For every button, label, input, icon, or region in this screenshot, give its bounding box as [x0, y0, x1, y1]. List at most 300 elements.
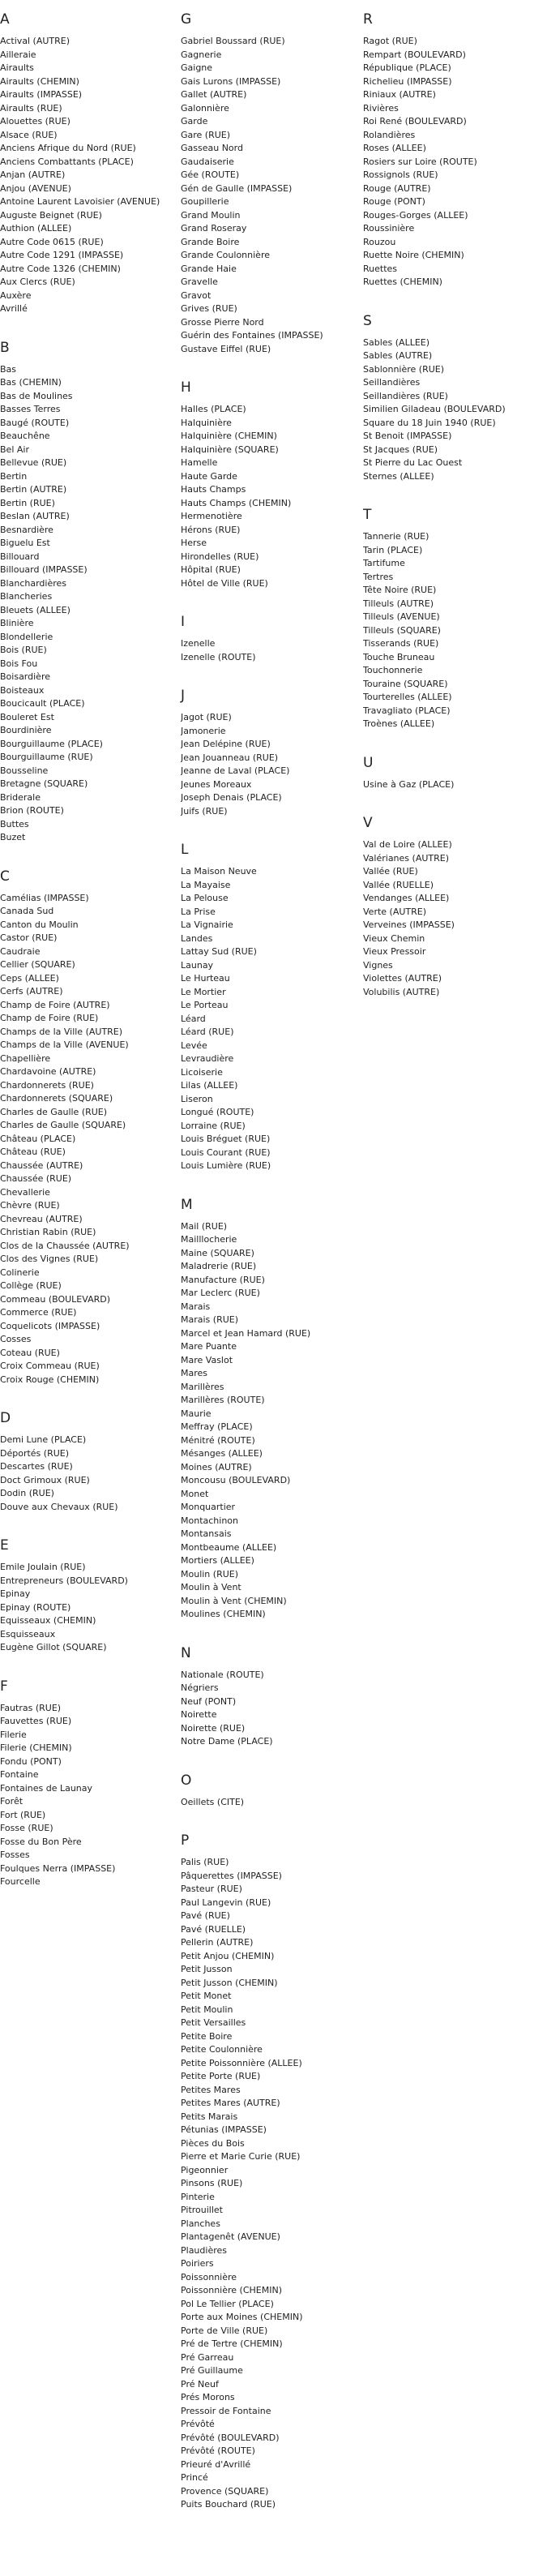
- street-name: Roussinière: [363, 223, 415, 234]
- street-name: Nationale (ROUTE): [181, 1669, 264, 1680]
- street-name: Poiriers: [181, 2258, 214, 2269]
- street-name: Fosse (RUE): [0, 1823, 53, 1833]
- street-name: Verte (AUTRE): [363, 906, 427, 917]
- street-name: Vieux Chemin: [363, 932, 425, 944]
- street-name: Château (PLACE): [0, 1133, 76, 1144]
- section-letter-heading: F: [0, 1678, 8, 1695]
- street-name: Fort (RUE): [0, 1809, 46, 1820]
- section-letter-heading: S: [363, 312, 372, 329]
- street-name: Pasteur (RUE): [181, 1884, 242, 1894]
- street-name: Mésanges (ALLEE): [181, 1448, 263, 1459]
- street-name: Moulin à Vent (CHEMIN): [181, 1595, 287, 1606]
- section-letter-heading: U: [363, 754, 374, 771]
- street-name: Prévôté: [181, 2419, 215, 2429]
- street-name: Rouges-Gorges (ALLEE): [363, 209, 468, 221]
- street-name: Commerce (RUE): [0, 1307, 77, 1318]
- street-name: Pinterie: [181, 2191, 215, 2202]
- letter-section: [181, 1196, 359, 1622]
- street-name: Anjou (AVENUE): [0, 182, 71, 194]
- street-name: Rempart (BOULEVARD): [363, 49, 466, 60]
- street-name: Clos de la Chaussée (AUTRE): [0, 1240, 130, 1251]
- street-name: Planches: [181, 2218, 220, 2229]
- street-name: Louis Bréguet (RUE): [181, 1134, 271, 1144]
- section-letter-heading: G: [181, 11, 192, 28]
- street-name: Gasseau Nord: [181, 143, 243, 153]
- letter-section: [0, 1409, 178, 1514]
- street-name: Rossignols (RUE): [363, 169, 438, 180]
- street-name: Pitrouillet: [181, 2205, 223, 2215]
- street-name: Levée: [181, 1039, 207, 1051]
- street-name: Roi René (BOULEVARD): [363, 116, 467, 126]
- street-name: Caudraie: [0, 945, 41, 957]
- street-name: Marillères (ROUTE): [181, 1395, 265, 1405]
- street-name: Palis (RUE): [181, 1857, 229, 1867]
- street-name: Blancheries: [0, 591, 53, 602]
- street-name: Descartes (RUE): [0, 1461, 73, 1472]
- street-name: Tête Noire (RUE): [363, 585, 437, 595]
- street-name: Maine (SQUARE): [181, 1247, 254, 1258]
- street-name: Alsace (RUE): [0, 129, 58, 140]
- street-name: Notre Dame (PLACE): [181, 1736, 273, 1747]
- section-letter-heading: L: [181, 842, 189, 858]
- street-name: Autre Code 1291 (IMPASSE): [0, 250, 124, 260]
- section-letter-heading: A: [0, 11, 10, 28]
- letter-section: [181, 379, 359, 590]
- street-name: Moulines (CHEMIN): [181, 1609, 266, 1619]
- street-name: Bas de Moulines: [0, 390, 73, 401]
- street-name: Vendanges (ALLEE): [363, 893, 450, 903]
- street-name: Biguelu Est: [0, 538, 50, 548]
- street-name: Rolandières: [363, 129, 416, 140]
- street-name: Boisteaux: [0, 684, 45, 696]
- street-name: Brion (ROUTE): [0, 805, 64, 816]
- street-name: Billouard: [0, 551, 40, 562]
- street-name: Mares: [181, 1368, 208, 1378]
- street-name: Pré Neuf: [181, 2378, 219, 2390]
- street-name: Gaudaiserie: [181, 156, 234, 167]
- street-name: Pavé (RUE): [181, 1910, 230, 1921]
- street-name: Petite Coulonnière: [181, 2044, 263, 2055]
- street-name: La Prise: [181, 906, 216, 917]
- street-name: Petit Versailles: [181, 2017, 246, 2028]
- street-name: Gravot: [181, 289, 212, 301]
- street-name: Airaults (CHEMIN): [0, 75, 79, 87]
- street-name: Seillandières: [363, 377, 421, 388]
- street-name: Douve aux Chevaux (RUE): [0, 1501, 118, 1512]
- street-name: Petites Mares: [181, 2084, 241, 2095]
- street-name: Petite Porte (RUE): [181, 2071, 261, 2081]
- street-name: Mare Vaslot: [181, 1354, 233, 1365]
- street-name: Sables (ALLEE): [363, 336, 430, 348]
- section-letter-heading: T: [363, 507, 372, 523]
- street-name: Hérons (RUE): [181, 524, 241, 535]
- street-name: Oeillets (CITE): [181, 1796, 245, 1807]
- street-name: Rivières: [363, 102, 399, 114]
- section-letter-heading: C: [0, 868, 10, 885]
- street-name: Chardonnerets (RUE): [0, 1079, 94, 1091]
- street-name: Gare (RUE): [181, 129, 231, 140]
- street-name: Roses (ALLEE): [363, 143, 426, 153]
- street-name: Jean Jouanneau (RUE): [181, 752, 279, 763]
- letter-section: [0, 868, 178, 1387]
- street-name: Joseph Denais (PLACE): [181, 792, 282, 803]
- street-name: Lorraine (RUE): [181, 1120, 246, 1131]
- street-name: Liseron: [181, 1093, 213, 1104]
- street-name: Briderale: [0, 791, 41, 803]
- street-name: Val de Loire (ALLEE): [363, 839, 452, 850]
- street-name: Chapellière: [0, 1052, 51, 1064]
- street-name: Baugé (ROUTE): [0, 417, 70, 428]
- street-name: Jagot (RUE): [181, 712, 232, 722]
- street-name: Airaults (IMPASSE): [0, 89, 83, 100]
- street-name: Pressoir de Fontaine: [181, 2405, 271, 2416]
- street-name: Grande Haie: [181, 263, 237, 274]
- letter-section: [181, 1772, 359, 1810]
- street-name: Manufacture (RUE): [181, 1274, 265, 1285]
- street-name: Ruette Noire (CHEMIN): [363, 250, 464, 260]
- street-name: Levraudière: [181, 1053, 234, 1064]
- street-name: Troènes (ALLEE): [363, 718, 435, 729]
- street-name: Tilleuls (AUTRE): [363, 598, 434, 609]
- street-name: Louis Courant (RUE): [181, 1147, 271, 1158]
- street-name: Buttes: [0, 818, 29, 829]
- street-name: Travagliato (PLACE): [363, 705, 451, 716]
- street-name: Hermenotière: [181, 511, 242, 521]
- street-name: Maurie: [181, 1408, 212, 1419]
- street-name: Champ de Foire (RUE): [0, 1013, 99, 1023]
- street-name: République (PLACE): [363, 62, 451, 73]
- section-letter-heading: E: [0, 1537, 9, 1554]
- street-name: Bel Air: [0, 444, 29, 455]
- street-name: Besnardière: [0, 524, 53, 535]
- street-name: Tourterelles (ALLEE): [363, 692, 452, 702]
- letter-section: [181, 1644, 359, 1749]
- street-name: Pâquerettes (IMPASSE): [181, 1870, 282, 1881]
- street-name: Bertin: [0, 470, 28, 482]
- street-name: Ruettes (CHEMIN): [363, 276, 442, 287]
- street-name: Tisserands (RUE): [363, 638, 439, 649]
- street-name: Touchonnerie: [363, 665, 423, 675]
- street-name: Gén de Gaulle (IMPASSE): [181, 182, 293, 194]
- street-name: Gallet (AUTRE): [181, 89, 247, 100]
- street-name: Pigeonnier: [181, 2164, 229, 2175]
- street-name: Pré de Tertre (CHEMIN): [181, 2338, 283, 2349]
- street-name: Auxère: [0, 289, 32, 301]
- letter-section: [0, 1678, 178, 1889]
- street-name: Bourguillaume (RUE): [0, 752, 93, 762]
- street-name: Tertres: [363, 571, 394, 582]
- street-name: Halquinière (SQUARE): [181, 444, 279, 455]
- section-letter-heading: M: [181, 1196, 193, 1213]
- street-name: Montachinon: [181, 1515, 238, 1526]
- street-name: Christian Rabin (RUE): [0, 1227, 96, 1237]
- street-name: Filerie (CHEMIN): [0, 1742, 72, 1753]
- street-name: Vallée (RUE): [363, 866, 418, 877]
- street-name: Marillères: [181, 1381, 224, 1392]
- street-name: Demi Lune (PLACE): [0, 1434, 87, 1445]
- street-name: Petites Mares (AUTRE): [181, 2098, 280, 2108]
- street-name: Grand Roseray: [181, 223, 247, 234]
- street-name: Gagnerie: [181, 49, 222, 60]
- street-name: La Mayaise: [181, 879, 231, 890]
- street-name: Meffray (PLACE): [181, 1421, 253, 1432]
- street-name: Bois (RUE): [0, 645, 47, 655]
- street-name: Pétunias (IMPASSE): [181, 2124, 267, 2135]
- street-name: Ménitré (ROUTE): [181, 1434, 255, 1446]
- street-name: Fauvettes (RUE): [0, 1716, 72, 1726]
- street-name: Blinière: [0, 618, 34, 628]
- street-name: Basses Terres: [0, 404, 61, 414]
- street-name: Richelieu (IMPASSE): [363, 75, 452, 87]
- street-name: La Vignairie: [181, 919, 233, 930]
- street-name: Monet: [181, 1488, 209, 1499]
- street-name: Chevallerie: [0, 1186, 50, 1198]
- street-name: Esquisseaux: [0, 1628, 56, 1639]
- street-name: Léard: [181, 1013, 206, 1024]
- section-letter-heading: P: [181, 1832, 190, 1849]
- street-name: Vignes: [363, 959, 393, 971]
- street-name: Grande Boire: [181, 236, 240, 247]
- street-name: Chevreau (AUTRE): [0, 1213, 83, 1224]
- street-name: Bourguillaume (PLACE): [0, 738, 103, 749]
- street-name: Cellier (SQUARE): [0, 959, 75, 970]
- street-name: Tilleuls (SQUARE): [363, 624, 441, 636]
- street-name: Coteau (RUE): [0, 1347, 60, 1358]
- street-name: Cosses: [0, 1334, 32, 1344]
- street-name: Léard (RUE): [181, 1027, 234, 1037]
- street-name: Pavé (RUELLE): [181, 1923, 246, 1935]
- street-name: Gabriel Boussard (RUE): [181, 36, 285, 46]
- street-name: Collège (RUE): [0, 1280, 62, 1291]
- street-name: Champs de la Ville (AVENUE): [0, 1039, 129, 1050]
- street-name: Pol Le Tellier (PLACE): [181, 2298, 274, 2309]
- street-name: Marcel et Jean Hamard (RUE): [181, 1327, 311, 1339]
- street-name: Jeunes Moreaux: [181, 778, 252, 790]
- street-name: Chaussée (RUE): [0, 1173, 72, 1184]
- street-name: Gée (ROUTE): [181, 169, 240, 180]
- street-name: Seillandières (RUE): [363, 390, 448, 401]
- street-name: Volubilis (AUTRE): [363, 986, 440, 997]
- street-name: Bouleret Est: [0, 711, 54, 722]
- street-name: Puits Bouchard (RUE): [181, 2499, 276, 2510]
- street-name: Champs de la Ville (AUTRE): [0, 1026, 123, 1037]
- letter-section: [181, 687, 359, 818]
- letter-section: [181, 1832, 359, 2512]
- street-name: Maladrerie (RUE): [181, 1261, 257, 1271]
- street-name: Tarin (PLACE): [363, 544, 423, 555]
- street-name: Bleuets (ALLEE): [0, 604, 71, 615]
- street-name: Galonnière: [181, 102, 229, 114]
- street-name: Chèvre (RUE): [0, 1200, 60, 1211]
- street-name: Mortiers (ALLEE): [181, 1555, 254, 1566]
- street-name: Launay: [181, 959, 214, 971]
- street-name: Pièces du Bois: [181, 2137, 245, 2149]
- street-name: Hauts Champs (CHEMIN): [181, 497, 292, 508]
- letter-section: [363, 814, 545, 999]
- street-name: Ruettes: [363, 263, 398, 274]
- street-name: Gustave Eiffel (RUE): [181, 343, 271, 354]
- street-name: Beauchêne: [0, 431, 50, 441]
- street-name: Bertin (AUTRE): [0, 484, 67, 495]
- street-name: Petit Anjou (CHEMIN): [181, 1950, 275, 1961]
- street-name: Croix Rouge (CHEMIN): [0, 1374, 100, 1385]
- street-name: Sables (AUTRE): [363, 350, 433, 361]
- street-name: Prévôté (BOULEVARD): [181, 2432, 280, 2443]
- street-name: Tannerie (RUE): [363, 531, 429, 542]
- street-name: Petit Monet: [181, 1991, 232, 2001]
- street-name: Bas (CHEMIN): [0, 377, 62, 388]
- street-name: Verveines (IMPASSE): [363, 919, 455, 930]
- street-name: Plaudières: [181, 2244, 227, 2256]
- street-name: Juifs (RUE): [181, 805, 228, 817]
- street-name: Blondellerie: [0, 631, 53, 642]
- street-name: Petite Boire: [181, 2030, 233, 2042]
- street-name: Aux Clercs (RUE): [0, 276, 75, 287]
- street-name: Hamelle: [181, 457, 218, 468]
- street-name: Moines (AUTRE): [181, 1461, 252, 1472]
- street-name: Valérianes (AUTRE): [363, 852, 449, 864]
- street-name: Bas: [0, 363, 17, 375]
- street-name: Ragot (RUE): [363, 36, 417, 46]
- street-name: Bousseline: [0, 765, 49, 776]
- street-name: Gravelle: [181, 276, 218, 287]
- street-name: Poissonnière (CHEMIN): [181, 2285, 282, 2295]
- street-name: Montansais: [181, 1528, 232, 1539]
- letter-section: [363, 11, 545, 289]
- street-name: Vieux Pressoir: [363, 946, 426, 957]
- street-name: Bois Fou: [0, 658, 38, 669]
- street-name: Porte aux Moines (CHEMIN): [181, 2312, 303, 2322]
- street-name: Anciens Combattants (PLACE): [0, 156, 134, 167]
- street-name: Longué (ROUTE): [181, 1107, 254, 1117]
- street-name: Mar Leclerc (RUE): [181, 1288, 260, 1298]
- street-name: Chardonnerets (SQUARE): [0, 1093, 113, 1104]
- street-name: Le Porteau: [181, 1000, 229, 1010]
- street-name: Pré Guillaume: [181, 2365, 243, 2376]
- street-name: Anjan (AUTRE): [0, 169, 66, 180]
- street-name: Charles de Gaulle (SQUARE): [0, 1120, 126, 1130]
- street-name: Petite Poissonnière (ALLEE): [181, 2057, 302, 2068]
- street-name: Fourcelle: [0, 1876, 41, 1887]
- street-name: Provence (SQUARE): [181, 2485, 269, 2497]
- street-name: Jamonerie: [181, 725, 226, 736]
- street-name: Beslan (AUTRE): [0, 511, 70, 521]
- letter-section: [363, 754, 545, 792]
- street-name: Chaussée (AUTRE): [0, 1159, 83, 1171]
- street-name: Fosses: [0, 1849, 30, 1860]
- street-name: La Maison Neuve: [181, 866, 257, 877]
- street-name: Authion (ALLEE): [0, 223, 72, 234]
- letter-section: [0, 339, 178, 845]
- street-name: Prieuré d'Avrillé: [181, 2458, 251, 2470]
- section-letter-heading: D: [0, 1410, 11, 1426]
- street-name: Buzet: [0, 832, 26, 842]
- street-name: Poissonnière: [181, 2271, 237, 2282]
- street-name: Le Mortier: [181, 986, 226, 997]
- street-name: Gais Lurons (IMPASSE): [181, 75, 281, 87]
- street-name: Similien Giladeau (BOULEVARD): [363, 404, 506, 414]
- street-name: Gaigne: [181, 62, 213, 73]
- street-name: Porte de Ville (RUE): [181, 2325, 268, 2336]
- street-name: Coquelicots (IMPASSE): [0, 1320, 100, 1331]
- street-name: Neuf (PONT): [181, 1695, 237, 1707]
- street-name: Vallée (RUELLE): [363, 879, 434, 890]
- street-name: Mailllocherie: [181, 1234, 237, 1245]
- street-name: Dodin (RUE): [0, 1488, 54, 1498]
- street-name: Entrepreneurs (BOULEVARD): [0, 1575, 128, 1586]
- street-name: Croix Commeau (RUE): [0, 1361, 100, 1371]
- section-letter-heading: V: [363, 815, 373, 831]
- street-name: Grand Moulin: [181, 209, 241, 221]
- street-name: Bertin (RUE): [0, 497, 55, 508]
- street-name: St Jacques (RUE): [363, 444, 438, 455]
- street-name: Rosiers sur Loire (ROUTE): [363, 156, 477, 167]
- section-letter-heading: N: [181, 1644, 191, 1661]
- street-name: Champ de Foire (AUTRE): [0, 999, 110, 1010]
- section-letter-heading: O: [181, 1772, 192, 1789]
- street-name: Halquinière: [181, 417, 232, 428]
- street-name: Le Hurteau: [181, 973, 230, 984]
- street-name: Mare Puante: [181, 1341, 237, 1352]
- street-name: Izenelle (ROUTE): [181, 651, 256, 662]
- street-name: Louis Lumière (RUE): [181, 1160, 271, 1171]
- street-name: Marais: [181, 1301, 211, 1312]
- street-name: Noirette: [181, 1709, 217, 1720]
- street-name: Alouettes (RUE): [0, 116, 71, 126]
- street-name: Camélias (IMPASSE): [0, 892, 89, 903]
- street-name: Licoiserie: [181, 1066, 223, 1078]
- street-name: Grande Coulonnière: [181, 250, 270, 260]
- street-name: Princé: [181, 2472, 208, 2483]
- street-name: Foulques Nerra (IMPASSE): [0, 1862, 116, 1874]
- street-name: Jean Delépine (RUE): [181, 739, 271, 749]
- street-name: Grosse Pierre Nord: [181, 316, 264, 328]
- street-name: Anciens Afrique du Nord (RUE): [0, 143, 136, 153]
- street-name: Herse: [181, 538, 207, 548]
- street-name: Ceps (ALLEE): [0, 972, 59, 984]
- street-name: Rouge (PONT): [363, 196, 425, 207]
- index-column-2: [181, 11, 359, 2535]
- letter-section: [363, 506, 545, 731]
- street-name: Fondu (PONT): [0, 1755, 62, 1767]
- street-name: Charles de Gaulle (RUE): [0, 1106, 108, 1117]
- street-name: Bourdinière: [0, 725, 52, 735]
- street-name: Moulin (RUE): [181, 1568, 239, 1579]
- street-name: La Pelouse: [181, 893, 229, 903]
- letter-section: [181, 11, 359, 356]
- street-name: Tilleuls (AVENUE): [363, 611, 440, 622]
- street-name: Prés Morons: [181, 2392, 235, 2402]
- street-name: Lattay Sud (RUE): [181, 946, 257, 957]
- street-name: Pellerin (AUTRE): [181, 1937, 254, 1948]
- street-name: Halles (PLACE): [181, 404, 246, 414]
- street-name: Epinay (ROUTE): [0, 1601, 71, 1613]
- street-name: Jeanne de Laval (PLACE): [181, 765, 290, 776]
- street-name: Commeau (BOULEVARD): [0, 1293, 111, 1305]
- street-name: Haute Garde: [181, 470, 237, 482]
- street-name: Filerie: [0, 1729, 27, 1740]
- street-name: Noirette (RUE): [181, 1722, 246, 1734]
- street-name: Petit Moulin: [181, 2004, 233, 2015]
- street-name: Izenelle: [181, 638, 216, 649]
- street-name: Square du 18 Juin 1940 (RUE): [363, 417, 496, 428]
- street-name: Forêt: [0, 1796, 24, 1807]
- street-name: Clos des Vignes (RUE): [0, 1254, 99, 1264]
- street-name: Blanchardières: [0, 577, 66, 589]
- street-name: Epinay: [0, 1588, 31, 1599]
- street-name: Chardavoine (AUTRE): [0, 1066, 96, 1077]
- street-name: Castor (RUE): [0, 932, 58, 943]
